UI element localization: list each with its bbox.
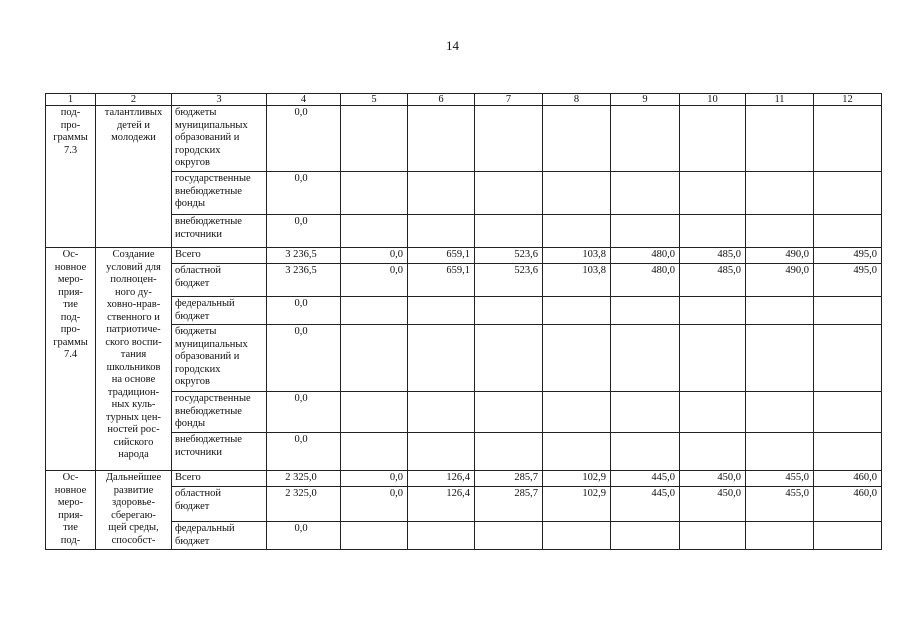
value-cell [746, 106, 814, 172]
table-row [46, 487, 882, 522]
value-cell [475, 172, 543, 215]
value-cell: 0,0 [341, 487, 408, 522]
value-cell: 0,0 [341, 248, 408, 264]
value-cell: 445,0 [611, 487, 680, 522]
table-row [46, 106, 882, 172]
funding-source-cell: бюджеты муниципальных образований и городских округов [172, 106, 267, 172]
funding-source-cell: Всего [172, 471, 267, 487]
value-cell [543, 392, 611, 433]
value-cell [543, 106, 611, 172]
value-cell: 0,0 [267, 106, 341, 172]
value-cell [341, 215, 408, 248]
value-cell [746, 522, 814, 550]
value-cell [611, 106, 680, 172]
table-row [46, 297, 882, 325]
table-row [46, 172, 882, 215]
value-cell: 0,0 [341, 471, 408, 487]
value-cell: 495,0 [814, 248, 882, 264]
column-number-cell: 3 [172, 94, 267, 106]
value-cell [408, 297, 475, 325]
value-cell [475, 392, 543, 433]
value-cell [746, 433, 814, 471]
value-cell [611, 522, 680, 550]
value-cell: 0,0 [267, 297, 341, 325]
value-cell: 285,7 [475, 471, 543, 487]
value-cell: 0,0 [267, 215, 341, 248]
value-cell: 3 236,5 [267, 264, 341, 297]
value-cell: 0,0 [267, 522, 341, 550]
value-cell: 659,1 [408, 248, 475, 264]
value-cell [680, 215, 746, 248]
value-cell: 103,8 [543, 248, 611, 264]
value-cell [814, 215, 882, 248]
table-row [46, 248, 882, 264]
measure-id-cell: под- про- граммы 7.3 [46, 106, 96, 248]
value-cell [611, 297, 680, 325]
value-cell [543, 433, 611, 471]
value-cell [543, 325, 611, 392]
value-cell: 450,0 [680, 487, 746, 522]
value-cell: 490,0 [746, 264, 814, 297]
table-row [46, 325, 882, 392]
column-number-cell: 5 [341, 94, 408, 106]
value-cell: 0,0 [267, 433, 341, 471]
value-cell [475, 215, 543, 248]
value-cell [408, 325, 475, 392]
budget-table [45, 93, 882, 550]
value-cell [408, 433, 475, 471]
value-cell: 445,0 [611, 471, 680, 487]
value-cell [408, 172, 475, 215]
value-cell [341, 325, 408, 392]
column-number-cell: 12 [814, 94, 882, 106]
value-cell: 523,6 [475, 248, 543, 264]
value-cell: 2 325,0 [267, 471, 341, 487]
measure-name-cell: Создание условий для полноцен- ного ду- ховно-нрав- ственного и патриотиче- ского воспи- тания школьников на основе традицион- ных куль- турных цен- ностей рос- сийского народа [96, 248, 172, 471]
value-cell [814, 106, 882, 172]
column-number-cell: 6 [408, 94, 475, 106]
value-cell [341, 392, 408, 433]
column-number-cell: 2 [96, 94, 172, 106]
value-cell [475, 106, 543, 172]
value-cell [746, 172, 814, 215]
funding-source-cell: областной бюджет [172, 487, 267, 522]
value-cell [680, 392, 746, 433]
value-cell: 2 325,0 [267, 487, 341, 522]
funding-source-cell: бюджеты муниципальных образований и городских округов [172, 325, 267, 392]
value-cell [814, 433, 882, 471]
value-cell [341, 522, 408, 550]
table-row [46, 392, 882, 433]
value-cell [475, 522, 543, 550]
value-cell [746, 325, 814, 392]
value-cell: 0,0 [267, 325, 341, 392]
value-cell [680, 297, 746, 325]
value-cell [814, 172, 882, 215]
measure-id-cell: Ос- новное меро- прия- тие под- про- граммы 7.4 [46, 248, 96, 471]
column-number-cell: 7 [475, 94, 543, 106]
value-cell [543, 297, 611, 325]
value-cell: 480,0 [611, 264, 680, 297]
value-cell [408, 522, 475, 550]
value-cell [341, 297, 408, 325]
value-cell [814, 325, 882, 392]
value-cell [746, 215, 814, 248]
funding-source-cell: государственные внебюджетные фонды [172, 172, 267, 215]
value-cell: 0,0 [267, 172, 341, 215]
funding-source-cell: Всего [172, 248, 267, 264]
value-cell [611, 215, 680, 248]
column-number-cell: 10 [680, 94, 746, 106]
value-cell: 480,0 [611, 248, 680, 264]
value-cell [341, 172, 408, 215]
value-cell [611, 433, 680, 471]
value-cell [746, 392, 814, 433]
table-row [46, 471, 882, 487]
value-cell [611, 172, 680, 215]
column-number-cell: 11 [746, 94, 814, 106]
value-cell: 495,0 [814, 264, 882, 297]
table-row [46, 433, 882, 471]
value-cell [680, 522, 746, 550]
value-cell: 455,0 [746, 487, 814, 522]
column-number-cell: 1 [46, 94, 96, 106]
value-cell [680, 106, 746, 172]
value-cell [408, 215, 475, 248]
value-cell: 285,7 [475, 487, 543, 522]
value-cell: 485,0 [680, 248, 746, 264]
measure-name-cell: талантливых детей и молодежи [96, 106, 172, 248]
value-cell: 102,9 [543, 471, 611, 487]
funding-source-cell: федеральный бюджет [172, 522, 267, 550]
column-number-cell: 8 [543, 94, 611, 106]
value-cell: 659,1 [408, 264, 475, 297]
value-cell [341, 106, 408, 172]
measure-name-cell: Дальнейшее развитие здоровье- сберегаю- щей среды, способст- [96, 471, 172, 550]
value-cell: 0,0 [341, 264, 408, 297]
value-cell [814, 297, 882, 325]
value-cell [341, 433, 408, 471]
value-cell [746, 297, 814, 325]
table-row [46, 264, 882, 297]
value-cell: 450,0 [680, 471, 746, 487]
value-cell [543, 172, 611, 215]
measure-id-cell: Ос- новное меро- прия- тие под- [46, 471, 96, 550]
value-cell [611, 325, 680, 392]
value-cell: 102,9 [543, 487, 611, 522]
funding-source-cell: федеральный бюджет [172, 297, 267, 325]
value-cell: 523,6 [475, 264, 543, 297]
value-cell: 485,0 [680, 264, 746, 297]
value-cell: 126,4 [408, 471, 475, 487]
funding-source-cell: областной бюджет [172, 264, 267, 297]
value-cell: 126,4 [408, 487, 475, 522]
value-cell [814, 522, 882, 550]
value-cell [475, 325, 543, 392]
column-number-row [46, 94, 882, 106]
value-cell [611, 392, 680, 433]
value-cell: 490,0 [746, 248, 814, 264]
column-number-cell: 4 [267, 94, 341, 106]
value-cell [475, 433, 543, 471]
value-cell [408, 106, 475, 172]
column-number-cell: 9 [611, 94, 680, 106]
page-number: 14 [446, 38, 459, 53]
value-cell [680, 325, 746, 392]
value-cell: 460,0 [814, 471, 882, 487]
table-row [46, 215, 882, 248]
table-row [46, 522, 882, 550]
value-cell [543, 522, 611, 550]
value-cell: 460,0 [814, 487, 882, 522]
value-cell: 3 236,5 [267, 248, 341, 264]
value-cell: 455,0 [746, 471, 814, 487]
value-cell: 103,8 [543, 264, 611, 297]
value-cell [475, 297, 543, 325]
value-cell: 0,0 [267, 392, 341, 433]
value-cell [680, 172, 746, 215]
funding-source-cell: внебюджетные источники [172, 433, 267, 471]
funding-source-cell: внебюджетные источники [172, 215, 267, 248]
value-cell [408, 392, 475, 433]
value-cell [680, 433, 746, 471]
funding-source-cell: государственные внебюджетные фонды [172, 392, 267, 433]
value-cell [814, 392, 882, 433]
value-cell [543, 215, 611, 248]
